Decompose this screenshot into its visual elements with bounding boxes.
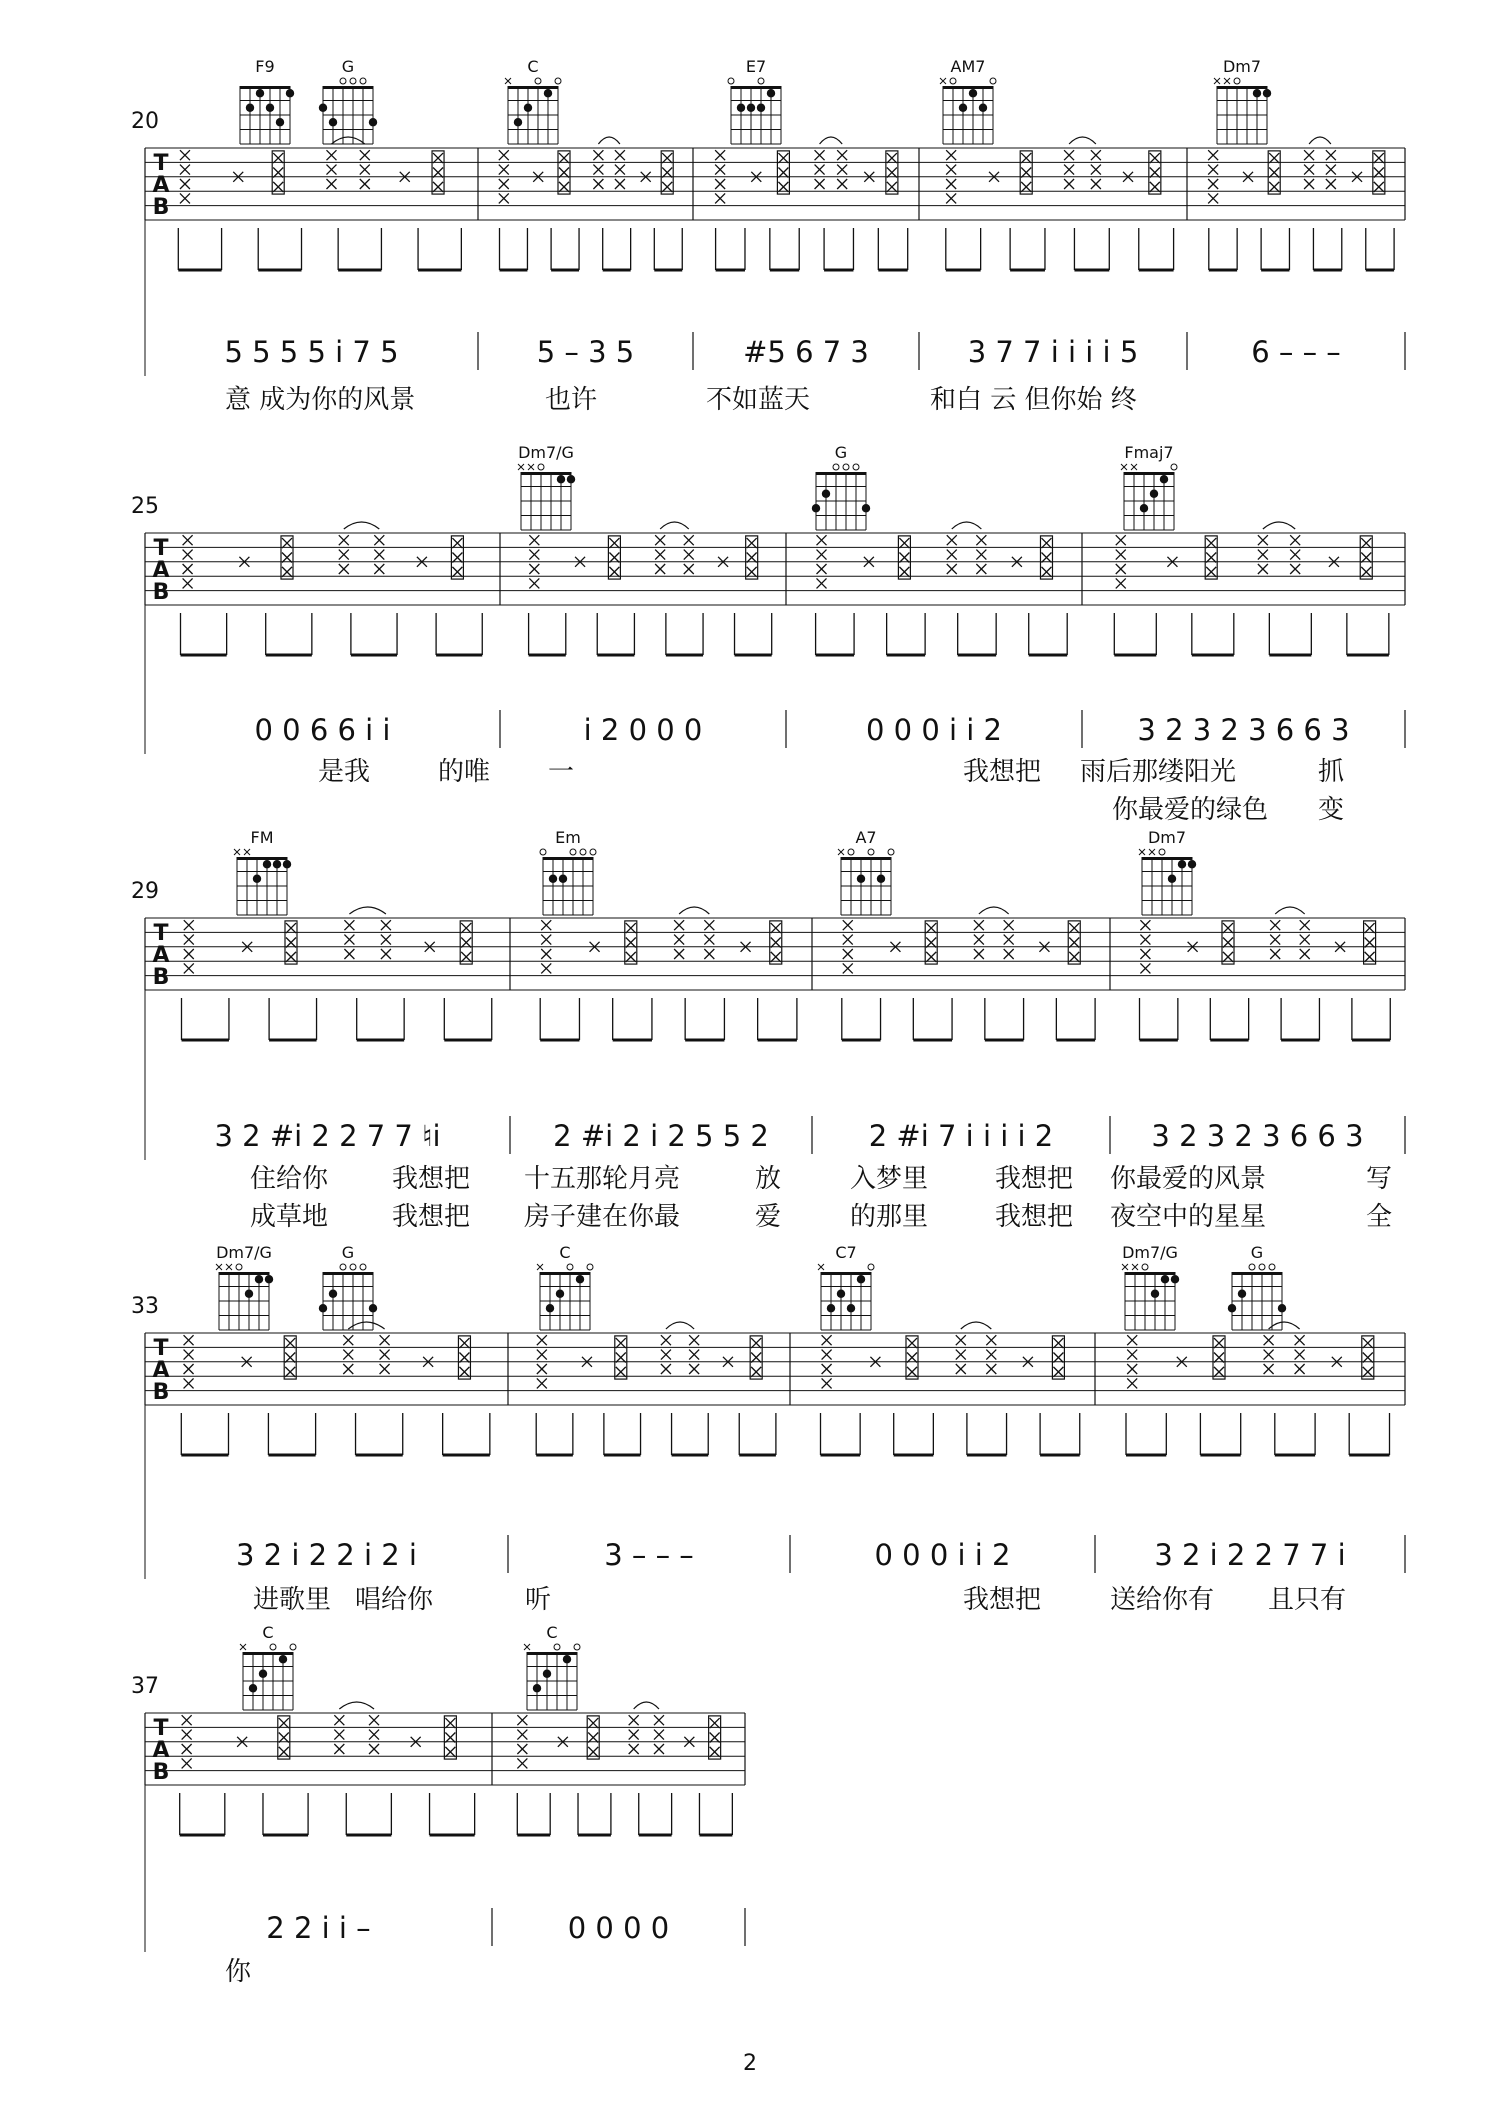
chord-nut bbox=[323, 86, 373, 89]
chord-name: E7 bbox=[745, 57, 767, 76]
chord-finger-dot bbox=[276, 118, 284, 126]
chord-open-string bbox=[360, 1264, 366, 1270]
tab-letter: B bbox=[152, 965, 170, 990]
lyric-line-2: 成草地 bbox=[250, 1202, 329, 1232]
chord-finger-dot bbox=[1253, 89, 1261, 97]
chord-finger-dot bbox=[283, 860, 291, 868]
tab-letter: B bbox=[152, 1760, 170, 1785]
chord-open-string bbox=[538, 464, 544, 470]
lyric-line-2: 你最爱的绿色 bbox=[1112, 795, 1269, 825]
chord-finger-dot bbox=[857, 875, 865, 883]
notation-measure: #5 6 7 3 bbox=[743, 335, 869, 369]
notation-measure: 0 0 6 6 i i bbox=[254, 713, 391, 747]
chord-diagram-f9 bbox=[240, 57, 294, 144]
lyric-line-1: 入梦里 bbox=[850, 1164, 929, 1194]
notation-measure: 2 #i 2 i 2 5 5 2 bbox=[553, 1119, 769, 1153]
chord-finger-dot bbox=[279, 1655, 287, 1663]
chord-name: FM bbox=[250, 828, 274, 847]
chord-finger-dot bbox=[319, 1304, 327, 1312]
chord-finger-dot bbox=[544, 89, 552, 97]
tab-tie bbox=[660, 522, 689, 529]
chord-diagram-am7 bbox=[940, 57, 996, 144]
chord-open-string bbox=[555, 78, 561, 84]
chord-finger-dot bbox=[862, 504, 870, 512]
numbered-notation bbox=[254, 713, 1349, 747]
chord-finger-dot bbox=[822, 490, 830, 498]
tab-letter: A bbox=[152, 173, 170, 198]
chord-diagram-g bbox=[319, 57, 377, 144]
lyric-line-1: 和白 云 但你始 终 bbox=[930, 385, 1137, 415]
chord-finger-dot bbox=[559, 875, 567, 883]
lyric-line-1: 雨后那缕阳光 bbox=[1080, 757, 1237, 787]
tab-letter: A bbox=[152, 558, 170, 583]
lyric-line-1: 我想把 bbox=[995, 1164, 1074, 1194]
chord-finger-dot bbox=[369, 1304, 377, 1312]
tab-letter: B bbox=[152, 580, 170, 605]
chord-open-string bbox=[270, 1644, 276, 1650]
chord-finger-dot bbox=[246, 104, 254, 112]
chord-nut bbox=[219, 1272, 269, 1275]
chord-diagram-dm7-g bbox=[1122, 1243, 1179, 1330]
chord-nut bbox=[1142, 857, 1192, 860]
notation-measure: 6 – – – bbox=[1251, 335, 1341, 369]
tab-tie bbox=[961, 1322, 992, 1329]
chord-open-string bbox=[570, 849, 576, 855]
lyric-line-1: 且只有 bbox=[1268, 1585, 1347, 1615]
chord-diagram-g bbox=[812, 443, 870, 530]
chord-open-string bbox=[1142, 1264, 1148, 1270]
chord-nut bbox=[1232, 1272, 1282, 1275]
tab-letter: B bbox=[152, 1380, 170, 1405]
chord-open-string bbox=[728, 78, 734, 84]
chord-name: Dm7 bbox=[1147, 828, 1187, 847]
notation-measure: i 2 0 0 0 bbox=[583, 713, 703, 747]
chord-name: C7 bbox=[835, 1243, 857, 1262]
chord-finger-dot bbox=[273, 860, 281, 868]
tab-tie bbox=[1275, 907, 1305, 914]
lyric-line-2: 我想把 bbox=[392, 1202, 471, 1232]
chord-finger-dot bbox=[1228, 1304, 1236, 1312]
lyrics bbox=[253, 1585, 1346, 1615]
tab-letter: T bbox=[153, 536, 169, 561]
chord-nut bbox=[243, 1652, 293, 1655]
chord-finger-dot bbox=[1168, 875, 1176, 883]
numbered-notation bbox=[214, 1119, 1363, 1153]
chord-open-string bbox=[535, 78, 541, 84]
chord-name: F9 bbox=[255, 57, 275, 76]
lyric-line-1: 进歌里 bbox=[253, 1585, 332, 1615]
chord-open-string bbox=[350, 1264, 356, 1270]
chord-open-string bbox=[350, 78, 356, 84]
chord-finger-dot bbox=[567, 475, 575, 483]
chord-open-string bbox=[580, 849, 586, 855]
chord-diagram-a7 bbox=[838, 828, 894, 915]
chord-finger-dot bbox=[266, 104, 274, 112]
lyric-line-1: 是我 bbox=[318, 757, 371, 787]
chord-open-string bbox=[1249, 1264, 1255, 1270]
chord-nut bbox=[1217, 86, 1267, 89]
tab-tie bbox=[331, 137, 364, 144]
lyrics bbox=[225, 1957, 252, 1987]
numbered-notation bbox=[236, 1538, 1346, 1572]
lyric-line-1: 抓 bbox=[1318, 757, 1345, 787]
chord-diagram-c bbox=[505, 57, 561, 144]
chord-nut bbox=[508, 86, 558, 89]
chord-name: C bbox=[559, 1243, 571, 1262]
lyric-line-1: 住给你 bbox=[250, 1164, 329, 1194]
chord-diagram-c7 bbox=[818, 1243, 874, 1330]
chord-name: Dm7/G bbox=[216, 1243, 272, 1262]
numbered-notation bbox=[266, 1911, 669, 1945]
chord-finger-dot bbox=[1278, 1304, 1286, 1312]
chord-finger-dot bbox=[847, 1304, 855, 1312]
chord-diagram-g bbox=[319, 1243, 377, 1330]
chord-finger-dot bbox=[369, 118, 377, 126]
chord-name: G bbox=[1250, 1243, 1264, 1262]
chord-finger-dot bbox=[837, 1290, 845, 1298]
measure-number: 29 bbox=[131, 879, 159, 904]
chord-diagram-fmaj7 bbox=[1121, 443, 1177, 530]
chord-open-string bbox=[360, 78, 366, 84]
notation-measure: 0 0 0 i i 2 bbox=[865, 713, 1003, 747]
chord-finger-dot bbox=[263, 860, 271, 868]
chord-finger-dot bbox=[1263, 89, 1271, 97]
chord-finger-dot bbox=[959, 104, 967, 112]
chord-finger-dot bbox=[1161, 1275, 1169, 1283]
chord-diagram-fm bbox=[234, 828, 291, 915]
tab-staff bbox=[131, 879, 1405, 1160]
notation-measure: 5 – 3 5 bbox=[536, 335, 635, 369]
tab-tie bbox=[666, 1322, 694, 1329]
chord-nut bbox=[1125, 1272, 1175, 1275]
chord-finger-dot bbox=[259, 1670, 267, 1678]
chord-open-string bbox=[340, 78, 346, 84]
chord-finger-dot bbox=[827, 1304, 835, 1312]
lyric-line-2: 全 bbox=[1366, 1202, 1393, 1232]
chord-diagram-dm7 bbox=[1214, 57, 1271, 144]
chord-nut bbox=[943, 86, 993, 89]
numbered-notation bbox=[224, 335, 1340, 369]
chord-nut bbox=[841, 857, 891, 860]
chord-open-string bbox=[950, 78, 956, 84]
tab-tie bbox=[952, 522, 982, 529]
chord-finger-dot bbox=[546, 1304, 554, 1312]
chord-finger-dot bbox=[747, 104, 755, 112]
chord-nut bbox=[731, 86, 781, 89]
chord-finger-dot bbox=[969, 89, 977, 97]
chord-finger-dot bbox=[557, 475, 565, 483]
chord-finger-dot bbox=[979, 104, 987, 112]
lyrics bbox=[318, 757, 1344, 825]
notation-measure: 3 2 3 2 3 6 6 3 bbox=[1137, 713, 1350, 747]
chord-open-string bbox=[868, 849, 874, 855]
tab-letter: T bbox=[153, 1336, 169, 1361]
chord-diagram-e7 bbox=[728, 57, 781, 144]
page-number: 2 bbox=[743, 2051, 757, 2076]
chord-finger-dot bbox=[329, 118, 337, 126]
lyric-line-2: 夜空中的星星 bbox=[1110, 1202, 1267, 1232]
chord-finger-dot bbox=[1188, 860, 1196, 868]
chord-diagram-dm7-g bbox=[518, 443, 575, 530]
lyric-line-1: 放 bbox=[755, 1164, 782, 1194]
chord-diagram-c bbox=[537, 1243, 593, 1330]
chord-name: Em bbox=[555, 828, 581, 847]
chord-name: Dm7/G bbox=[1122, 1243, 1178, 1262]
chord-finger-dot bbox=[1178, 860, 1186, 868]
chord-nut bbox=[521, 472, 571, 475]
chord-nut bbox=[543, 857, 593, 860]
notation-measure: 3 – – – bbox=[604, 1538, 694, 1572]
chord-open-string bbox=[1259, 1264, 1265, 1270]
lyric-line-1: 听 bbox=[525, 1585, 552, 1615]
chord-open-string bbox=[990, 78, 996, 84]
chord-finger-dot bbox=[556, 1290, 564, 1298]
notation-measure: 3 7 7 i i i i 5 bbox=[967, 335, 1139, 369]
chord-open-string bbox=[888, 849, 894, 855]
chord-finger-dot bbox=[245, 1290, 253, 1298]
tab-tie bbox=[979, 907, 1009, 914]
chord-nut bbox=[821, 1272, 871, 1275]
lyric-line-2: 爱 bbox=[755, 1202, 782, 1232]
lyric-line-1: 我想把 bbox=[392, 1164, 471, 1194]
notation-measure: 0 0 0 i i 2 bbox=[874, 1538, 1011, 1572]
chord-open-string bbox=[590, 849, 596, 855]
chord-nut bbox=[240, 86, 290, 89]
chord-diagram-dm7-g bbox=[216, 1243, 273, 1330]
tab-tie bbox=[348, 1322, 384, 1329]
chord-finger-dot bbox=[1150, 490, 1158, 498]
chord-nut bbox=[1124, 472, 1174, 475]
notation-measure: 5 5 5 5 i 7 5 bbox=[224, 335, 399, 369]
tab-letter: B bbox=[152, 195, 170, 220]
chord-open-string bbox=[833, 464, 839, 470]
chord-name: C bbox=[262, 1623, 274, 1642]
chord-name: C bbox=[546, 1623, 558, 1642]
lyric-line-1: 的唯 bbox=[438, 757, 491, 787]
tab-letter: A bbox=[152, 943, 170, 968]
chord-open-string bbox=[1171, 464, 1177, 470]
lyrics bbox=[225, 385, 1137, 415]
tab-tie bbox=[679, 907, 709, 914]
tab-letter: T bbox=[153, 151, 169, 176]
chord-name: C bbox=[527, 57, 539, 76]
tab-tie bbox=[1269, 1322, 1300, 1329]
chord-finger-dot bbox=[857, 1275, 865, 1283]
lyric-line-2: 的那里 bbox=[850, 1202, 929, 1232]
chord-finger-dot bbox=[253, 875, 261, 883]
notation-measure: 3 2 #i 2 2 7 7 ♮i bbox=[214, 1119, 441, 1153]
notation-measure: 2 #i 7 i i i i 2 bbox=[868, 1119, 1054, 1153]
chord-open-string bbox=[1269, 1264, 1275, 1270]
chord-finger-dot bbox=[563, 1655, 571, 1663]
chord-name: G bbox=[341, 57, 355, 76]
tab-tie bbox=[634, 1702, 659, 1709]
lyric-line-1: 你最爱的风景 bbox=[1110, 1164, 1267, 1194]
chord-open-string bbox=[574, 1644, 580, 1650]
tab-tie bbox=[1069, 137, 1096, 144]
chord-finger-dot bbox=[576, 1275, 584, 1283]
chord-name: AM7 bbox=[950, 57, 986, 76]
chord-finger-dot bbox=[1160, 475, 1168, 483]
chord-finger-dot bbox=[812, 504, 820, 512]
tab-tie bbox=[1309, 137, 1331, 144]
lyric-line-1: 写 bbox=[1366, 1164, 1393, 1194]
chord-open-string bbox=[1159, 849, 1165, 855]
chord-name: Fmaj7 bbox=[1124, 443, 1174, 462]
lyric-line-1: 不如蓝天 bbox=[706, 385, 811, 415]
chord-finger-dot bbox=[514, 118, 522, 126]
chord-name: G bbox=[834, 443, 848, 462]
chord-finger-dot bbox=[533, 1684, 541, 1692]
chord-open-string bbox=[843, 464, 849, 470]
tab-tie bbox=[349, 907, 386, 914]
chord-finger-dot bbox=[249, 1684, 257, 1692]
tab-letter: T bbox=[153, 1716, 169, 1741]
chord-open-string bbox=[540, 849, 546, 855]
lyric-line-1: 也许 bbox=[545, 385, 598, 415]
lyric-line-2: 我想把 bbox=[995, 1202, 1074, 1232]
lyric-line-1: 意 成为你的风景 bbox=[225, 385, 416, 415]
chord-finger-dot bbox=[877, 875, 885, 883]
tab-letter: A bbox=[152, 1358, 170, 1383]
tab-tie bbox=[820, 137, 843, 144]
tab-tie bbox=[1263, 522, 1295, 529]
chord-nut bbox=[540, 1272, 590, 1275]
tab-tie bbox=[598, 137, 620, 144]
measure-number: 33 bbox=[131, 1294, 159, 1319]
chord-open-string bbox=[554, 1644, 560, 1650]
chord-name: Dm7 bbox=[1222, 57, 1262, 76]
chord-finger-dot bbox=[286, 89, 294, 97]
notation-measure: 3 2 i 2 2 7 7 i bbox=[1154, 1538, 1346, 1572]
lyric-line-1: 你 bbox=[225, 1957, 252, 1987]
chord-finger-dot bbox=[757, 104, 765, 112]
lyrics bbox=[250, 1164, 1392, 1232]
measure-number: 20 bbox=[131, 109, 159, 134]
chord-finger-dot bbox=[767, 89, 775, 97]
chord-finger-dot bbox=[255, 1275, 263, 1283]
lyric-line-2: 房子建在你最 bbox=[524, 1202, 681, 1232]
chord-open-string bbox=[290, 1644, 296, 1650]
chord-nut bbox=[527, 1652, 577, 1655]
chord-finger-dot bbox=[319, 104, 327, 112]
chord-nut bbox=[323, 1272, 373, 1275]
chord-finger-dot bbox=[737, 104, 745, 112]
chord-finger-dot bbox=[549, 875, 557, 883]
tab-letter: A bbox=[152, 1738, 170, 1763]
chord-diagram-g bbox=[1228, 1243, 1286, 1330]
chord-nut bbox=[816, 472, 866, 475]
chord-diagram-dm7 bbox=[1139, 828, 1196, 915]
chord-open-string bbox=[758, 78, 764, 84]
tab-letter: T bbox=[153, 921, 169, 946]
notation-measure: 0 0 0 0 bbox=[567, 1911, 670, 1945]
lyric-line-1: 我想把 bbox=[963, 757, 1042, 787]
tab-staff bbox=[131, 1294, 1405, 1579]
chord-finger-dot bbox=[524, 104, 532, 112]
chord-nut bbox=[237, 857, 287, 860]
chord-open-string bbox=[848, 849, 854, 855]
chord-open-string bbox=[567, 1264, 573, 1270]
notation-measure: 2 2 i i – bbox=[266, 1911, 371, 1945]
measure-number: 25 bbox=[131, 494, 159, 519]
lyric-line-1: 唱给你 bbox=[355, 1585, 434, 1615]
lyric-line-1: 送给你有 bbox=[1110, 1585, 1215, 1615]
chord-finger-dot bbox=[265, 1275, 273, 1283]
chord-finger-dot bbox=[1238, 1290, 1246, 1298]
notation-measure: 3 2 3 2 3 6 6 3 bbox=[1151, 1119, 1364, 1153]
chord-open-string bbox=[868, 1264, 874, 1270]
chord-open-string bbox=[587, 1264, 593, 1270]
chord-finger-dot bbox=[329, 1290, 337, 1298]
chord-finger-dot bbox=[543, 1670, 551, 1678]
tab-tie bbox=[339, 1702, 374, 1709]
chord-name: G bbox=[341, 1243, 355, 1262]
lyric-line-2: 变 bbox=[1318, 795, 1345, 825]
lyric-line-1: 一 bbox=[548, 757, 575, 787]
chord-open-string bbox=[340, 1264, 346, 1270]
chord-diagram-c bbox=[240, 1623, 296, 1710]
lyric-line-1: 十五那轮月亮 bbox=[524, 1164, 681, 1194]
lyric-line-1: 我想把 bbox=[963, 1585, 1042, 1615]
chord-diagram-em bbox=[540, 828, 596, 915]
chord-finger-dot bbox=[1140, 504, 1148, 512]
chord-open-string bbox=[236, 1264, 242, 1270]
chord-name: A7 bbox=[855, 828, 877, 847]
chord-finger-dot bbox=[1151, 1290, 1159, 1298]
chord-finger-dot bbox=[1171, 1275, 1179, 1283]
chord-finger-dot bbox=[256, 89, 264, 97]
chord-diagram-c bbox=[524, 1623, 580, 1710]
notation-measure: 3 2 i 2 2 i 2 i bbox=[236, 1538, 417, 1572]
chord-open-string bbox=[1234, 78, 1240, 84]
chord-name: Dm7/G bbox=[518, 443, 574, 462]
tab-tie bbox=[344, 522, 380, 529]
measure-number: 37 bbox=[131, 1674, 159, 1699]
chord-open-string bbox=[853, 464, 859, 470]
